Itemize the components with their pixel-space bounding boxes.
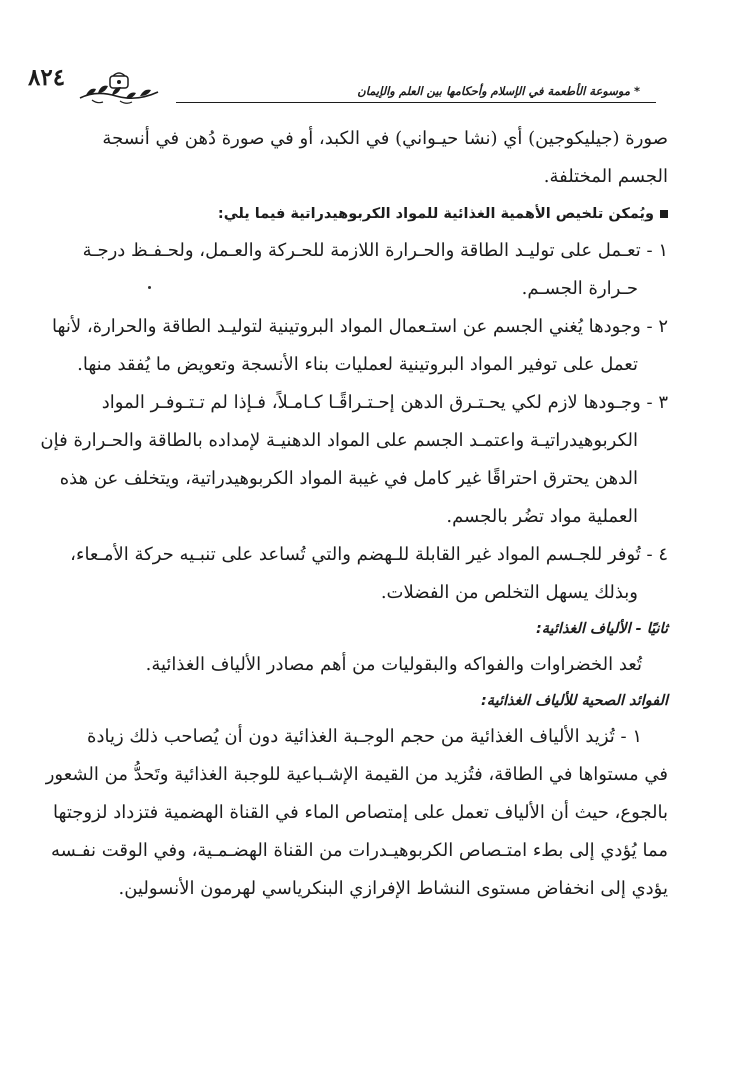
header-rule xyxy=(176,102,656,103)
list-item-line: بالجوع، حيث أن الألياف تعمل على إمتصاص الماء في القناة الهضمية فتزداد لزوجتها xyxy=(53,802,668,823)
section-title: ثانيًا - الألياف الغذائية: xyxy=(535,621,668,637)
list-item-line: العملية مواد تضُر بالجسم. xyxy=(446,506,638,527)
list-item-line: في مستواها في الطاقة، فتُزيد من القيمة الإشـباعية للوجبة الغذائية وتَحدُّ من الشعور xyxy=(45,764,668,785)
benefits-title: الفوائد الصحية للألياف الغذائية: xyxy=(481,693,668,709)
intro-line: الجسم المختلفة. xyxy=(543,166,668,187)
list-item-line: ٢ - وجودها يُغني الجسم عن استـعمال المواد البروتينية لتوليـد الطاقة والحرارة، لأنها xyxy=(52,316,668,337)
intro-line: صورة (جيليكوجين) أي (نشا حيـواني) في الكبد، أو في صورة دُهن في أنسجة xyxy=(102,128,668,149)
list-item xyxy=(40,536,668,612)
page-number: ٨٢٤ xyxy=(28,64,66,91)
section-text: تُعد الخضراوات والفواكه والبقوليات من أهم مصادر الألياف الغذائية. xyxy=(145,654,642,675)
list-item-line: مما يُؤدي إلى بطء امتـصاص الكربوهيـدرات من القناة الهضـمـية، وفي الوقت نفـسه xyxy=(50,840,668,861)
list-item-line: ١ - تعـمل على توليـد الطاقة والحـرارة اللازمة للحـركة والعـمل، ولحـفـظ درجـة xyxy=(82,240,668,261)
list-item-line: حـرارة الجسـم. xyxy=(521,278,638,299)
list-item xyxy=(40,718,668,908)
list-item-line: وبذلك يسهل التخلص من الفضلات. xyxy=(380,582,638,603)
list-item xyxy=(40,384,668,536)
list-item xyxy=(40,232,668,308)
running-title: * موسوعة الأطعمة في الإسلام وأحكامها بين العلم والإيمان xyxy=(357,84,640,98)
list-item-line: تعمل على توفير المواد البروتينية لعمليات بناء الأنسجة وتعويض ما يُفقد منها. xyxy=(77,354,638,375)
list-item-line: ٤ - تُوفر للجـسم المواد غير القابلة للـهضم والتي تُساعد على تنبـيه حركة الأمـعاء، xyxy=(70,544,668,565)
list-item xyxy=(40,308,668,384)
list-item-line: ٣ - وجـودها لازم لكي يحـتـرق الدهن إحـتـراقًـا كـامـلاً، فـإذا لم تـتـوفـر المواد xyxy=(101,392,668,413)
body-text xyxy=(40,120,668,908)
list-item-line: يؤدي إلى انخفاض مستوى النشاط الإفرازي البنكرياسي لهرمون الأنسولين. xyxy=(118,878,668,899)
summary-heading-text: ويُمكن تلخيص الأهمية الغذائية للمواد الكربوهيدراتية فيما يلي: xyxy=(217,206,654,222)
list-item-line: الكربوهيدراتيـة واعتمـد الجسم على المواد الدهنيـة لإمداده بالطاقة والحـرارة فإن xyxy=(40,430,638,451)
summary-heading xyxy=(40,196,668,232)
square-bullet-icon xyxy=(660,210,668,218)
list-item-line: ١ - تُزيد الألياف الغذائية من حجم الوجـبة الغذائية دون أن يُصاحب ذلك زيادة xyxy=(87,726,642,747)
page-header xyxy=(28,64,656,112)
list-item-line: الدهن يحترق احتراقًا غير كامل في غيبة المواد الكربوهيدراتية، ويتخلف عن هذه xyxy=(59,468,638,489)
